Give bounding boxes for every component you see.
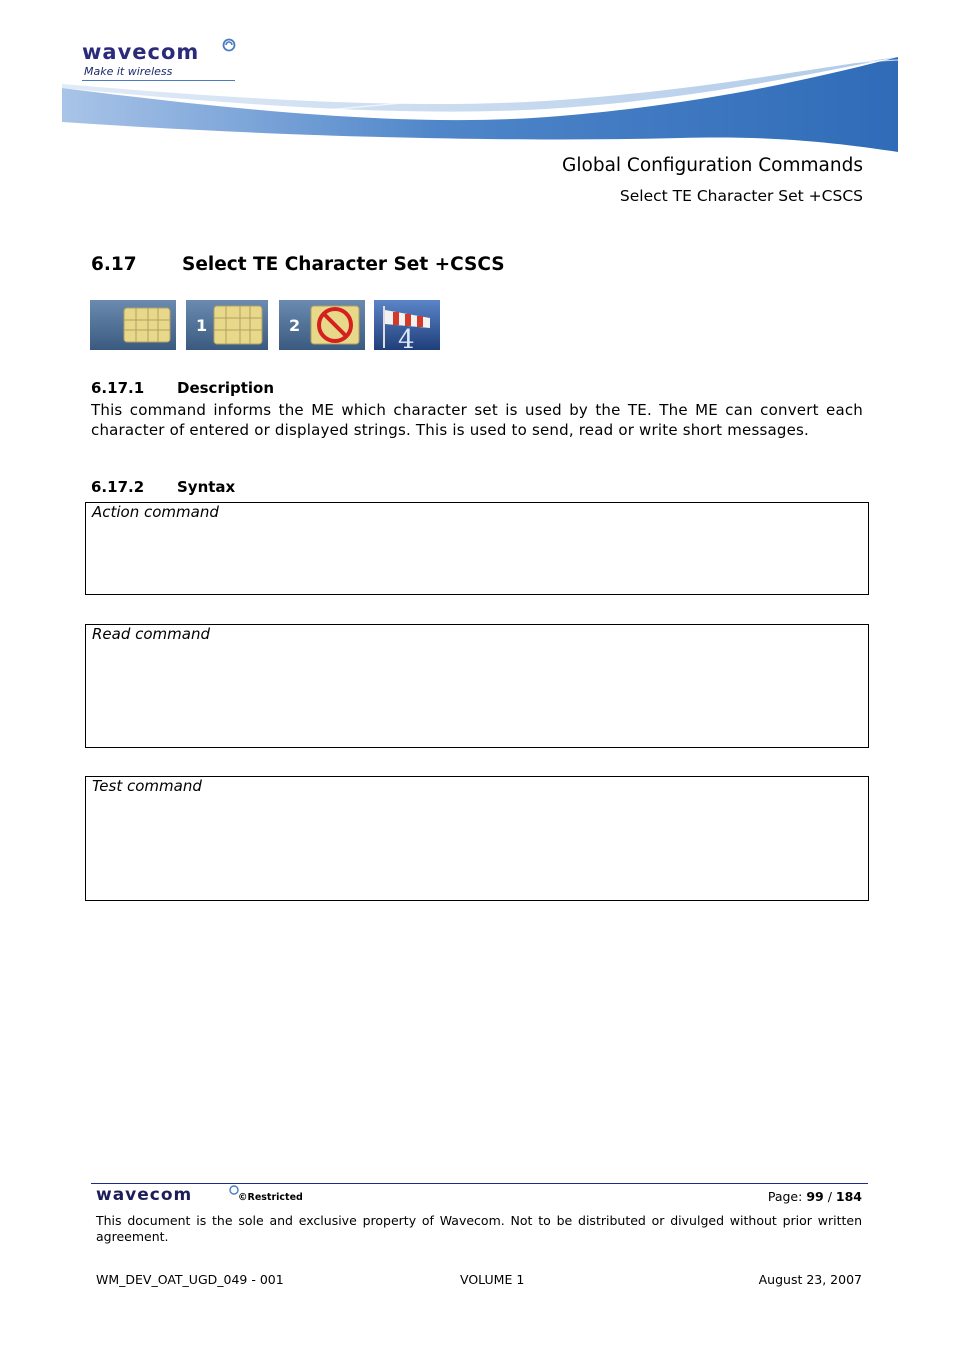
action-command-label: Action command (92, 503, 219, 521)
read-command-label: Read command (92, 625, 211, 643)
document-reference: WM_DEV_OAT_UGD_049 - 001 (96, 1272, 284, 1287)
windsock-4-icon (374, 300, 440, 350)
sim-2-forbidden-icon (279, 300, 365, 350)
read-command-box (85, 624, 869, 748)
description-title: Description (177, 379, 275, 397)
section-heading (91, 254, 505, 275)
syntax-number: 6.17.2 (91, 478, 145, 496)
test-command-box (85, 776, 869, 901)
restricted-label: ©Restricted (238, 1192, 303, 1203)
footer-divider (91, 1183, 868, 1184)
syntax-heading (91, 478, 235, 496)
page-separator: / (827, 1189, 832, 1204)
test-command-label: Test command (92, 777, 202, 795)
sim-1-icon (186, 300, 268, 350)
syntax-title: Syntax (177, 478, 236, 496)
chapter-title: Global Configuration Commands (562, 155, 863, 176)
brand-logo: wavecom (82, 40, 200, 64)
footer-brand-logo: wavecom (96, 1185, 193, 1205)
legal-notice: This document is the sole and exclusive property of Wavecom. Not to be distributed or divulged without prior written agreement. (96, 1213, 862, 1244)
action-command-box (85, 502, 869, 595)
section-title: Select TE Character Set +CSCS (182, 254, 505, 275)
brand-tagline: Make it wireless (84, 65, 173, 78)
page-label: Page: (767, 1189, 803, 1204)
page-number (768, 1189, 862, 1204)
section-number: 6.17 (91, 254, 137, 275)
sim-card-icon (90, 300, 176, 350)
description-heading (91, 379, 274, 397)
volume-label: VOLUME 1 (460, 1272, 525, 1287)
description-text: This command informs the ME which character set is used by the TE. The ME can convert each character of entered or displayed strings. This is used to send, read or write short messages. (91, 401, 863, 439)
page-current: 99 (806, 1189, 824, 1204)
logo-swirl-icon (222, 38, 236, 52)
sim-1-label: 1 (196, 316, 208, 335)
sim-2-label: 2 (289, 316, 301, 335)
section-subtitle: Select TE Character Set +CSCS (619, 187, 863, 205)
description-number: 6.17.1 (91, 379, 145, 397)
page-total: 184 (835, 1189, 862, 1204)
document-date: August 23, 2007 (758, 1272, 862, 1287)
windsock-4-label: 4 (398, 325, 415, 350)
logo-underline (82, 80, 235, 81)
